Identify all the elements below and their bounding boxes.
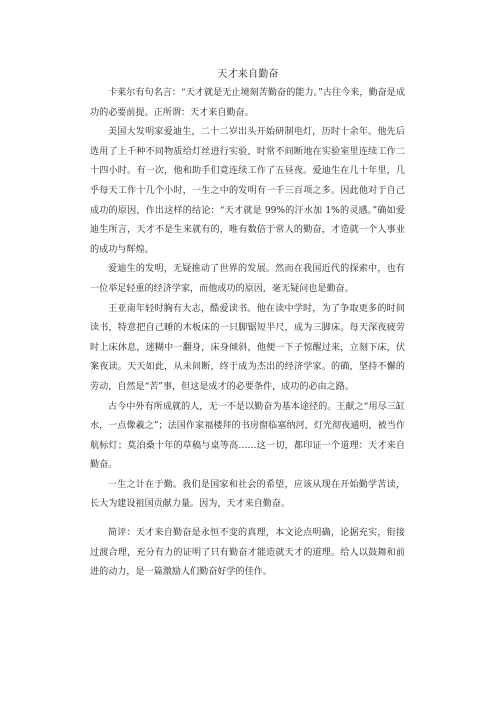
- essay-body: [90, 84, 405, 583]
- section-spacer: [90, 515, 405, 524]
- paragraph-conclusion: 一生之计在于勤。我们是国家和社会的希望，应该从现在开始勤学苦读，长大为建设祖国贡献力量。因为，天才来自勤奋。: [90, 479, 405, 510]
- paragraph-transition: 爱迪生的发明，无疑推动了世界的发展。然而在我国近代的探索中，也有一位举足轻重的经济学家，而他成功的原因，毫无疑问也是勤奋。: [90, 264, 405, 294]
- essay-title: 天才来自勤奋: [217, 69, 279, 80]
- paragraph-edison: 美国大发明家爱迪生，二十二岁出头开始研制电灯，历时十余年。他先后选用了上千种不同物质给灯丝进行实验，时常不间断地在实验室里连续工作二十四小时。有一次，他和助手们竟连续工作了五昼夜。爱迪生在几十年里，几乎每天工作十几个小时，一生之中的发明有一千三百项之多。因此他对于自己成功的原因，作出这样的结论：“天才就是 99%的汗水加 1%的灵感。”确如爱迪生所言，天才不是生来就有的，唯有数倍于常人的勤奋，才造就一个人事业的成功与辉煌。: [90, 127, 405, 255]
- paragraph-wang-yanan: 王亚南年轻时胸有大志，酷爱读书。他在读中学时，为了争取更多的时间读书，特意把自己睡的木板床的一只脚锯短半尺，成为三脚床。每天深夜疲劳时上床休息，迷糊中一翻身，床身倾斜，他便一下子惊醒过来，立刻下床，伏案夜读。天天如此，从未间断，终于成为杰出的经济学家。的确，坚持不懈的劳动，自然是“苦”事，但这是成才的必要条件，成功的必由之路。: [90, 303, 405, 392]
- paragraph-intro: 卡莱尔有句名言：“天才就是无止境刻苦勤奋的能力。”古往今来，勤奋是成功的必要前提。正所谓：天才来自勤奋。: [90, 88, 405, 118]
- comment-paragraph: 简评：天才来自勤奋是永恒不变的真理，本文论点明确，论据充实，衔接过渡合理，充分有力的证明了只有勤奋才能造就天才的道理。给人以鼓舞和前进的动力，是一篇激励人们勤奋好学的佳作。: [90, 528, 405, 578]
- paragraph-examples: 古今中外有所成就的人，无一不是以勤奋为基本途径的。王献之“用尽三缸水，一点像羲之”；法国作家福楼拜的书房窗临塞纳河，灯光彻夜通明，被当作航标灯；莫泊桑十年的草稿与桌等高……这一切，都印证一个道理：天才来自勤奋。: [90, 401, 405, 471]
